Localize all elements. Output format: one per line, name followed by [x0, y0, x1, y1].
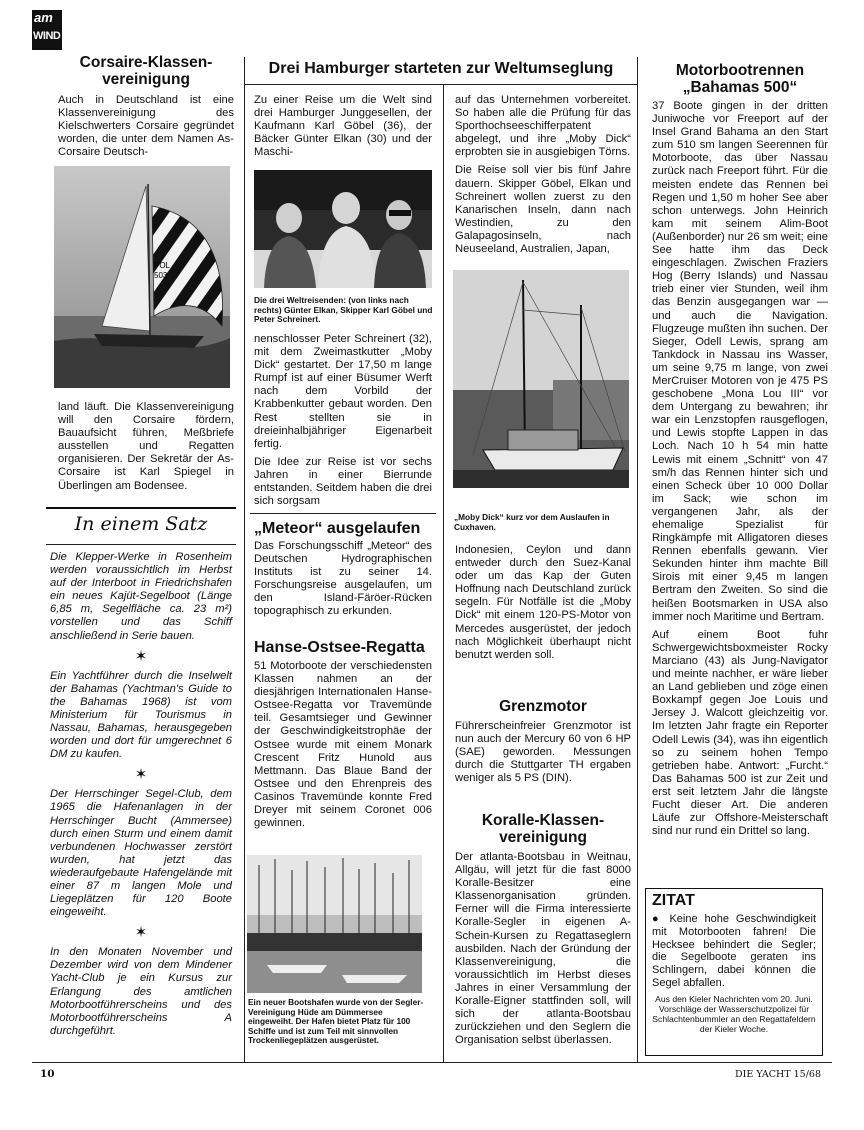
separator-star: ✶: [134, 766, 148, 784]
meteor-p1: Das Forschungsschiff „Meteor“ des Deutschen Hydrographischen Instituts ist zu seiner 14. Forschungsreise ausgelaufen, um den Island-Färöer-Rücken topographisch zu erkunden.: [254, 540, 432, 618]
koralle-article: [455, 812, 631, 1047]
separator-star: ✶: [134, 647, 148, 665]
moby-dick-photo: [453, 270, 629, 488]
satz-item: In den Monaten November und Dezember wird von dem Mindener Yacht-Club je ein Kursus zur Erlangung des amtlichen Motorbootführerscheins und des Motorbootführerscheins A durchgeführt.: [50, 946, 232, 1037]
zitat-source: Aus den Kieler Nachrichten vom 20. Juni. Vorschläge der Wasserschutzpolizei für Schlachtenbummler an den Regattafeldern der Kieler Woche.: [652, 993, 816, 1034]
hamburg-article-col3-cont: [455, 544, 631, 662]
svg-text:503: 503: [154, 271, 168, 280]
grenz-p1: Führerscheinfreier Grenzmotor ist nun auch der Mercury 60 von 6 HP (SAE) geworden. Messungen durch die Stuttgarter TH ergaben weniger als 5 PS (DIN).: [455, 720, 631, 785]
bahamas-title: Motorbootrennen „Bahamas 500“: [675, 62, 805, 96]
section-logo-line1: am: [34, 10, 53, 25]
hanse-article: [254, 639, 432, 830]
koralle-p1: Der atlanta-Bootsbau in Weitnau, Allgäu, will jetzt für die fast 8000 Koralle-Besitzer eine Klassenorganisation gründen. Ferner will die Firma interessierte Koralle-Segler in eigenen A-Schein-Kursen zu Regattaseglern ausbilden. Nach der Gründung der Klassenvereinigung, die voraussichtlich im Herbst dieses Jahres in einer Versammlung der Koralle-Eigner stattfinden soll, will sich der atlanta-Bootsbau zurückziehen und den Seglern die Organisation selbst überlassen.: [455, 851, 631, 1047]
hamburg-p4: auf das Unternehmen vorbereitet. So haben alle die Prüfung für das Sporthochseeschifferpatent abgelegt, und ihre „Moby Dick“ erprobten sie in ausgiebigen Törns.: [455, 94, 631, 159]
zitat-quote: ● Keine hohe Geschwindigkeit mit Motorbooten fahren! Die Hecksee behindert die Segler; die Segelboote geraten ins Schlingern, dabei können die Segel abfallen.: [652, 913, 816, 989]
travellers-photo: [254, 170, 432, 288]
hamburg-title: Drei Hamburger starteten zur Weltumseglung: [268, 60, 614, 77]
hamburg-article-cont: [254, 333, 432, 508]
moby-dick-caption: „Moby Dick“ kurz vor dem Auslaufen in Cuxhaven.: [454, 512, 610, 532]
hanse-p1: 51 Motorboote der verschiedensten Klassen nahmen an der diesjährigen Internationalen Hanse-Ostsee-Regatta vor Travemünde teil. Gesamtsieger und Gewinner der Geschwindigkeitstrophäe der Ostsee wurde mit einem Monark Crescent Fritz Hunold aus Mettmann. Das Blaue Band der Ostsee und den Ehrenpreis des Casinos Travemünde konnte Fred Dreyer mit seinem Coronet 006 gewinnen.: [254, 660, 432, 830]
grenz-title: Grenzmotor: [499, 698, 587, 715]
page-number: 10: [40, 1068, 55, 1080]
section-rule: [250, 513, 436, 514]
hanse-title: Hanse-Ostsee-Regatta: [254, 639, 425, 656]
bahamas-article: [652, 62, 828, 838]
bahamas-p1: 37 Boote gingen in der dritten Juniwoche vor Freeport auf der Insel Grand Bahama an den Start zum 510 sm langen Seerennen für Motorboote, das über Nassau zurück nach Freeport führt. Für die meisten endete das Rennen bei Regen und 1,50 m hoher See aber schon unterwegs. John Heinrich kam mit seinem Alim-Boot (Außenborder) nur 26 sm weit; eine See hatte ihm das Deck eingeschlagen. Zwischen Fraziers Hog (Berry Islands) und Nassau trieb einer vier Stunden, weil ihm das Benzin ausgegangen war — und auch die Navigation. Flugzeuge mußten ihn suchen. Der Sieger, Odell Lewis, sprang am Tankdock in Nassau ins Wasser, um seine 9,75 m lange, von zwei MerCruiser Motoren von je 475 PS geschobene „Mona Lou III“ vor dem Untergang zu bewahren; ihr war ein Lenzstopfen rausgeflogen, und Lewis stopfte Lappen in das Loch. Nach 10 h 54 min hatte Lewis mit einem „Schnitt“ von 47 sm/h das Rennen hinter sich und einen Scheck über 10 000 Dollar im Sack; wie schon im vergangenen Jahr, als der ehemalige Spezialist für Ringkämpfe mit Alligatoren dieses Rennen ebenfalls gewann. Vier Sekunden hinter ihm machte Bill Sirois mit einer 9,45 m langen Bertram den Zweiten. So sind die heißen Bootsmarken in USA also immer noch Maritime und Bertram.: [652, 100, 828, 623]
koralle-title: Koralle-Klassen-vereinigung: [481, 812, 605, 846]
harbour-photo: [247, 855, 422, 993]
corsaire-p2: land läuft. Die Klassenvereinigung will den Corsaire fördern, Bauaufsicht führen, Meßbriefe ausstellen und Regatten organisieren. Der Sekretär der As-Corsaire ist Karl Spiegel in Überlingen am Bodensee.: [58, 401, 234, 492]
section-logo: [32, 10, 62, 50]
column-rule: [443, 85, 444, 1062]
magazine-issue: DIE YACHT 15/68: [735, 1069, 822, 1080]
hamburg-p2: nenschlosser Peter Schreinert (32), mit dem Zweimastkutter „Moby Dick“ gestartet. Der 17,50 m lange Rumpf ist auf einer Büsumer Werft nach dem Vorbild der Krabbenkutter gebaut worden. Den Rest stellten sie in dreieinhalbjähriger Eigenarbeit fertig.: [254, 333, 432, 450]
hamburg-p3: Die Idee zur Reise ist vor sechs Jahren in einer Bierrunde entstanden. Seitdem haben die drei sich sorgsam: [254, 455, 432, 508]
separator-star: ✶: [134, 924, 148, 942]
in-einem-satz-box: [46, 507, 236, 1063]
catamaran-photo: [54, 166, 230, 388]
hamburg-article-col3: [455, 94, 631, 256]
box-rule: [46, 544, 236, 545]
grenz-article: [455, 698, 631, 785]
corsaire-title: Corsaire-Klassen-vereinigung: [79, 54, 213, 88]
travellers-caption: Die drei Weltreisenden: (von links nach rechts) Günter Elkan, Skipper Karl Göbel und Peter Schreinert.: [254, 295, 433, 325]
harbour-caption: Ein neuer Bootshafen wurde von der Segler-Vereinigung Hüde am Dümmersee eingeweiht. Der Hafen bietet Platz für 100 Schiffe und ist zum Teil mit sinnvollen Trockenliegeplätzen ausgerüstet.: [248, 997, 424, 1046]
corsaire-p1: Auch in Deutschland ist eine Klassenvereinigung des Kielschwerters Corsaire gegründet worden, die unter dem Namen As-Corsaire Deutsch-: [58, 94, 234, 159]
zitat-title: ZITAT: [652, 892, 695, 909]
zitat-box: [645, 888, 823, 1056]
hamburg-p6: Indonesien, Ceylon und dann entweder durch den Suez-Kanal oder um das Kap der Guten Hoffnung nach Deutschland zurück segeln. Für Notfälle ist die „Moby Dick“ mit einem 120-PS-Motor von Mercedes ausgerüstet, der jedoch nach Möglichkeit überhaupt nicht benutzt werden soll.: [455, 544, 631, 661]
satz-item: Ein Yachtführer durch die Inselwelt der Bahamas (Yachtman's Guide to the Bahamas 1968) ist vom Ministerium für Tourismus in Nassau, Bahamas, herausgegeben worden und dort für umgerechnet 6 DM zu kaufen.: [50, 669, 232, 761]
satz-item: Die Klepper-Werke in Rosenheim werden voraussichtlich im Herbst auf der Interboot in Friedrichshafen ein neues Kajüt-Segelboot (Länge 6,85 m, Segelfläche ca. 23 m²) vorstellen und das Schiff anschließend in Serie bauen.: [50, 551, 232, 642]
meteor-title: „Meteor“ ausgelaufen: [254, 520, 421, 537]
header-rule: [245, 84, 637, 85]
hamburg-article: [254, 94, 432, 159]
corsaire-article-cont: [58, 401, 234, 493]
column-rule: [244, 57, 245, 1062]
corsaire-article: [58, 54, 234, 159]
hamburg-p1: Zu einer Reise um die Welt sind drei Hamburger Junggesellen, der Kaufmann Karl Göbel (36), der Bäcker Günter Elkan (30) und der Maschi-: [254, 94, 432, 159]
bahamas-p2: Auf einem Boot fuhr Schwergewichtsboxmeister Rocky Marciano (43) als Jung-Navigator und meinte nachher, er wäre lieber an Land geblieben und zöge einen Boxkampf gegen Joe Louis und Jersey J. Walcott gleichzeitig vor. Im letzten Jahr fragte ein Reporter Odell Lewis (34), was ihn eigentlich so zu seinem hohen Tempo getrieben habe. Antwort: „Furcht.“ Das Bahamas 500 ist zur Zeit und erst seit letztem Jahr die längste Fucht dieser Art. Die anderen Läufe zur Offshore-Meisterschaft sind nur rund ein Drittel so lang.: [652, 628, 828, 838]
section-logo-line2: WIND: [33, 30, 61, 42]
svg-text:POL: POL: [154, 261, 171, 270]
hamburg-p5: Die Reise soll vier bis fünf Jahre dauern. Skipper Göbel, Elkan und Schreinert wollen zuerst zu den Kanarischen Inseln, dann nach Westindien, zu den Galapagosinseln, nach Neuseeland, Australien, Japan,: [455, 164, 631, 256]
satz-item: Der Herrschinger Segel-Club, dem 1965 die Hafenanlagen in der Herrschinger Bucht (Ammersee) durch einen Sturm und einem damit verbundenen Hochwasser zerstört wurden, hat jetzt das wiederaufgebaute Hafengelände mit einer 87 m langen Mole und Liegeplätzen für 120 Boote eingeweiht.: [50, 788, 232, 919]
in-einem-satz-title: In einem Satz: [74, 513, 208, 535]
meteor-article: [254, 520, 432, 619]
column-rule: [637, 57, 638, 1062]
